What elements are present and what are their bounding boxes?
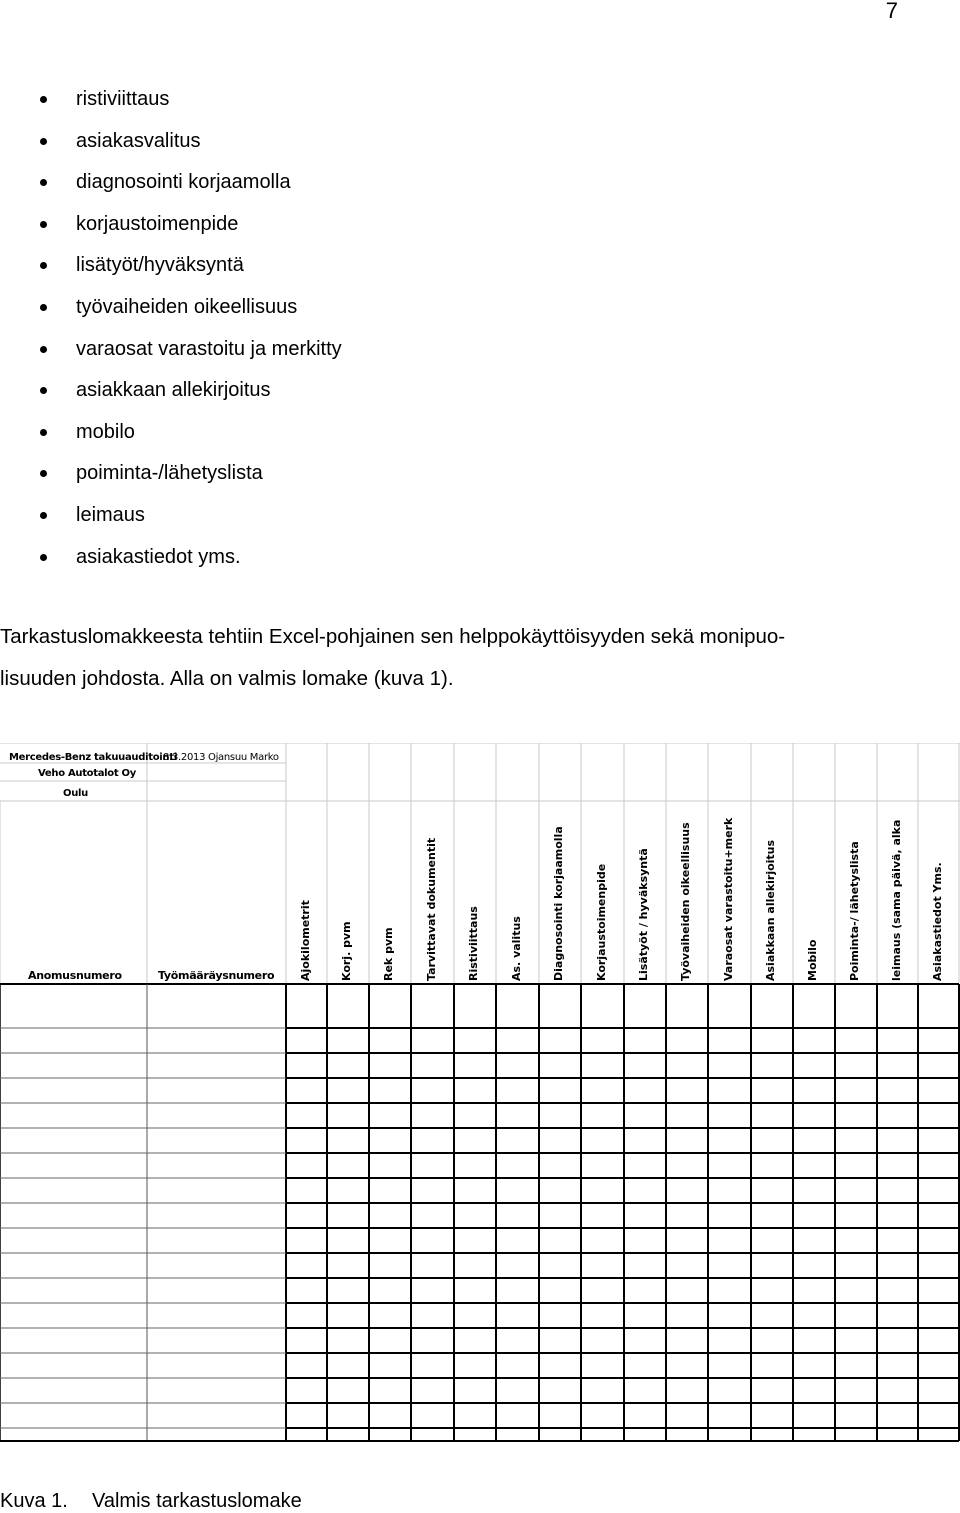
list-item: [0, 79, 342, 121]
bullet-icon: [40, 221, 47, 228]
bullet-icon: [40, 179, 47, 186]
page-number: 7: [885, 0, 898, 23]
column-header-tyomaaraysnumero: Työmääräysnumero: [158, 969, 275, 982]
list-item: [0, 370, 342, 412]
list-item-text: korjaustoimenpide: [76, 212, 239, 235]
list-item-text: poiminta-/lähetyslista: [76, 462, 263, 485]
column-header: Asiakkaan allekirjoitus: [764, 839, 777, 981]
form-company: Mercedes-Benz takuuauditointi: [9, 752, 177, 763]
inspection-form-image: [0, 743, 960, 1443]
bullet-icon: [40, 387, 47, 394]
list-item: [0, 329, 342, 371]
column-header: Asiakastiedot Yms.: [930, 862, 944, 981]
list-item-text: varaosat varastoitu ja merkitty: [76, 337, 342, 360]
column-header: As. valitus: [509, 916, 523, 981]
list-item-text: diagnosointi korjaamolla: [76, 171, 291, 194]
bullet-list: [0, 79, 342, 578]
column-header: leimaus (sama päivä, alka: [889, 819, 903, 981]
caption-label: Kuva 1.: [0, 1490, 68, 1512]
list-item: [0, 204, 342, 246]
column-header: Tarvittavat dokumentit: [424, 837, 438, 981]
bullet-icon: [40, 138, 47, 145]
list-item-text: ristiviittaus: [76, 88, 170, 110]
column-header: Ristiviittaus: [467, 906, 480, 981]
bullet-icon: [40, 554, 47, 561]
list-item-text: asiakasvalitus: [76, 129, 201, 152]
bullet-icon: [40, 96, 47, 103]
column-header-anomusnumero: Anomusnumero: [28, 969, 122, 982]
list-item-text: lisätyöt/hyväksyntä: [76, 254, 244, 277]
list-item-text: mobilo: [76, 420, 135, 443]
list-item-text: työvaiheiden oikeellisuus: [76, 295, 298, 318]
list-item: [0, 287, 342, 329]
form-dealer: Veho Autotalot Oy: [38, 768, 136, 779]
column-header: Ajokilometrit: [298, 900, 312, 981]
bullet-icon: [40, 429, 47, 436]
list-item-text: asiakastiedot yms.: [76, 545, 241, 568]
list-item: [0, 412, 342, 454]
body-paragraph: [0, 616, 960, 699]
column-header: Korj. pvm: [340, 921, 353, 981]
figure-caption: [0, 1490, 302, 1513]
form-city: Oulu: [63, 788, 88, 799]
list-item: [0, 245, 342, 287]
form-grid: [0, 743, 960, 1443]
column-header: Poiminta-/ lähetyslista: [848, 841, 861, 981]
column-header: Korjaustoimenpide: [594, 863, 608, 981]
column-header: Rek pvm: [382, 927, 395, 981]
form-date-name: 8.3.2013 Ojansuu Marko: [163, 752, 279, 763]
bullet-icon: [40, 262, 47, 269]
list-item: [0, 537, 342, 579]
list-item-text: leimaus: [76, 503, 145, 526]
bullet-icon: [40, 304, 47, 311]
list-item: [0, 453, 342, 495]
column-header: Työvaiheiden oikeellisuus: [679, 822, 692, 981]
bullet-icon: [40, 346, 47, 353]
list-item: [0, 162, 342, 204]
column-header: Mobilo: [806, 939, 819, 981]
list-item-text: asiakkaan allekirjoitus: [76, 379, 271, 402]
paragraph-line: Tarkastuslomakkeesta tehtiin Excel-pohjainen sen helppokäyttöisyyden sekä monipuo-: [0, 625, 786, 648]
column-header: Varaosat varastoitu+merk: [721, 817, 735, 981]
paragraph-line: lisuuden johdosta. Alla on valmis lomake (kuva 1).: [0, 666, 454, 690]
column-header: Lisätyöt / hyväksyntä: [637, 848, 650, 981]
bullet-icon: [40, 470, 47, 477]
list-item: [0, 121, 342, 163]
list-item: [0, 495, 342, 537]
bullet-icon: [40, 512, 47, 519]
column-header: Diagnosointi korjaamolla: [552, 826, 565, 981]
caption-text: Valmis tarkastuslomake: [92, 1490, 302, 1512]
